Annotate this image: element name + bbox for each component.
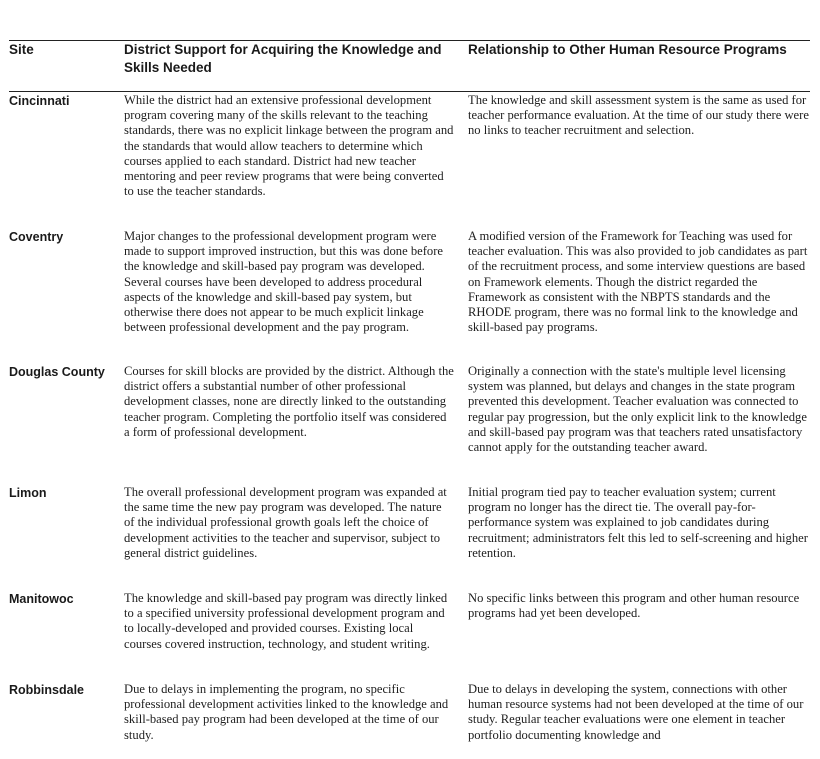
relationship-cell: No specific links between this program and other human resource programs had yet been developed.	[468, 591, 800, 621]
relationship-cell: A modified version of the Framework for Teaching was used for teacher evaluation. This was also provided to job candidates as part of the recruitment process, and some interview questions are based on Framework elements. Though the district regarded the Framework as consistent with the NBPTS standards and the RHODE program, there was no formal link to the knowledge and skill-based pay programs.	[468, 229, 808, 335]
relationship-cell: The knowledge and skill assessment system is the same as used for teacher performance evaluation. At the time of our study there were no links to teacher recruitment and selection.	[468, 93, 809, 138]
header-bottom-rule	[9, 91, 810, 92]
district-support-cell: Due to delays in implementing the program, no specific professional development activities linked to the knowledge and skill-based pay program had been developed at the time of our study.	[124, 682, 449, 742]
relationship-cell: Originally a connection with the state's multiple level licensing system was planned, but delays and changes in the state program prevented this development. Teacher evaluation was connected to regular pay progression, but the only explicit link to the knowledge and skill-based pay program was that teachers rated unsatisfactory cannot apply for the outstanding teacher award.	[468, 364, 807, 455]
site-name: Coventry	[9, 230, 64, 244]
site-name: Cincinnati	[9, 94, 70, 108]
column-header-site: Site	[9, 42, 34, 57]
site-name: Douglas County	[9, 365, 105, 379]
relationship-cell: Due to delays in developing the system, connections with other human resource systems had not been developed at the time of our study. Regular teacher evaluations were one element in teacher portfolio documenting knowledge and	[468, 682, 804, 742]
district-support-cell: The knowledge and skill-based pay program was directly linked to a specified university professional development program and to locally-developed and provided courses. Existing local courses covered instruction, technology, and student writing.	[124, 591, 448, 651]
district-support-cell: Courses for skill blocks are provided by the district. Although the district offers a substantial number of other professional development classes, none are directly linked to the outstanding teacher program. Completing the portfolio itself was considered a form of professional development.	[124, 364, 454, 439]
district-support-cell: The overall professional development program was expanded at the same time the new pay program was developed. The nature of the individual professional growth goals left the choice of development activities to the teacher and supervisor, subject to general district guidelines.	[124, 485, 447, 560]
site-name: Limon	[9, 486, 47, 500]
site-name: Manitowoc	[9, 592, 74, 606]
column-header-relationship: Relationship to Other Human Resource Programs	[468, 42, 787, 57]
site-name: Robbinsdale	[9, 683, 85, 697]
column-header-district-support: District Support for Acquiring the Knowledge and Skills Needed	[124, 42, 442, 75]
district-support-cell: While the district had an extensive professional development program covering many of the skills relevant to the teaching standards, there was no explicit linkage between the program and the standards that would allow teachers to determine which courses applied to each standard. District had new teacher mentoring and peer review programs that were being converted to use the teacher standards.	[124, 93, 454, 199]
relationship-cell: Initial program tied pay to teacher evaluation system; current program no longer has the direct tie. The overall pay-for-performance system was explained to job candidates during recruitment; administrators felt this led to self-screening and higher retention.	[468, 485, 808, 560]
district-support-cell: Major changes to the professional development program were made to support improved instruction, but this was done before the knowledge and skill-based pay program was developed. Several courses have been developed to address procedural aspects of the knowledge and skill-based pay system, but otherwise there does not appear to be much explicit linkage between professional development and the pay program.	[124, 229, 443, 335]
